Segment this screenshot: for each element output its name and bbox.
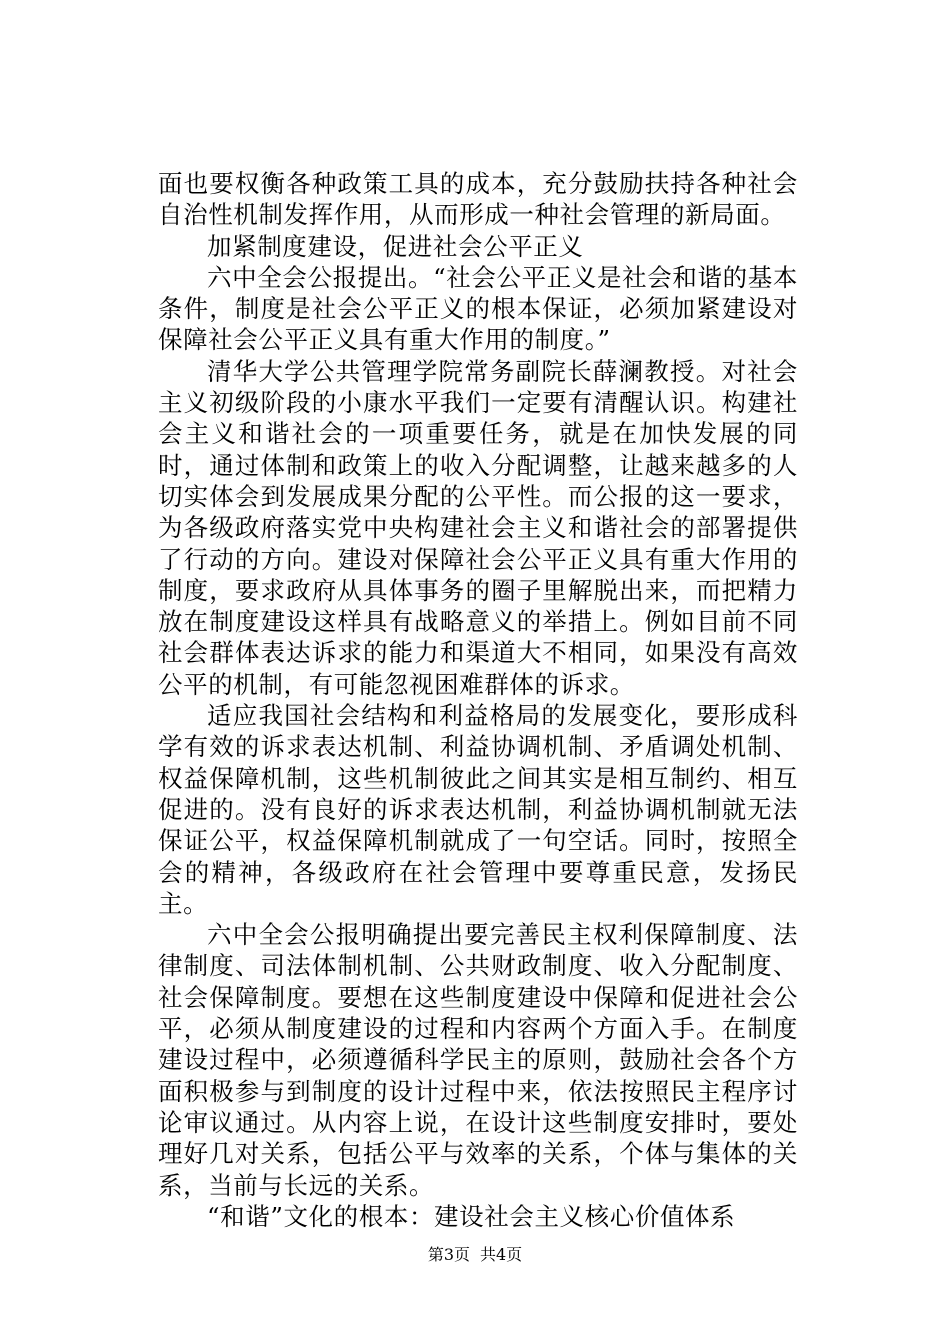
paragraph: 六中全会公报提出。“社会公平正义是社会和谐的基本条件，制度是社会公平正义的根本保证，必须加紧建设对保障社会公平正义具有重大作用的制度。” [158, 262, 798, 355]
paragraph: 六中全会公报明确提出要完善民主权利保障制度、法律制度、司法体制机制、公共财政制度、收入分配制度、社会保障制度。要想在这些制度建设中保障和促进社会公平，必须从制度建设的过程和内容两个方面入手。在制度建设过程中，必须遵循科学民主的原则，鼓励社会各个方面积极参与到制度的设计过程中来，依法按照民主程序讨论审议通过。从内容上说，在设计这些制度安排时，要处理好几对关系，包括公平与效率的关系，个体与集体的关系，当前与长远的关系。 [158, 920, 798, 1200]
paragraph-continuation: 面也要权衡各种政策工具的成本，充分鼓励扶持各种社会自治性机制发挥作用，从而形成一种社会管理的新局面。 [158, 169, 798, 230]
document-body [158, 168, 798, 1232]
page-number-total: 共4页 [480, 1245, 523, 1264]
page-number-current: 第3页 [427, 1245, 470, 1264]
section-heading: 加紧制度建设，促进社会公平正义 [207, 231, 584, 261]
paragraph: 适应我国社会结构和利益格局的发展变化，要形成科学有效的诉求表达机制、利益协调机制、矛盾调处机制、权益保障机制，这些机制彼此之间其实是相互制约、相互促进的。没有良好的诉求表达机制，利益协调机制就无法保证公平，权益保障机制就成了一句空话。同时，按照全会的精神，各级政府在社会管理中要尊重民意，发扬民主。 [158, 701, 798, 918]
paragraph: 清华大学公共管理学院常务副院长薛澜教授。对社会主义初级阶段的小康水平我们一定要有清醒认识。构建社会主义和谐社会的一项重要任务，就是在加快发展的同时，通过体制和政策上的收入分配调整，让越来越多的人切实体会到发展成果分配的公平性。而公报的这一要求，为各级政府落实党中央构建社会主义和谐社会的部署提供了行动的方向。建设对保障社会公平正义具有重大作用的制度，要求政府从具体事务的圈子里解脱出来，而把精力放在制度建设这样具有战略意义的举措上。例如目前不同社会群体表达诉求的能力和渠道大不相同，如果没有高效公平的机制，有可能忽视困难群体的诉求。 [158, 356, 798, 699]
section-heading: “和谐”文化的根本：建设社会主义核心价值体系 [207, 1201, 736, 1231]
page-footer [0, 1245, 950, 1265]
